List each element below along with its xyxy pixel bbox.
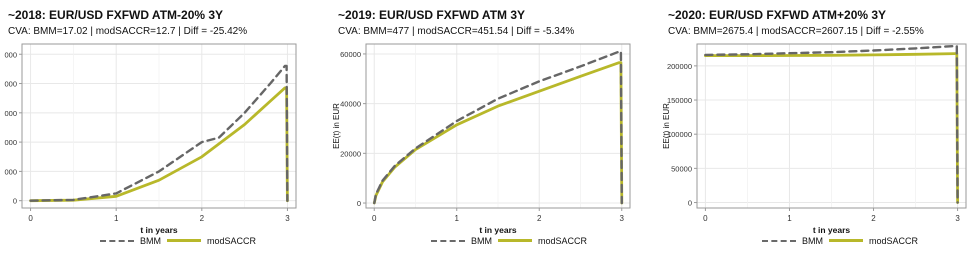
x-tick-label: 3: [285, 214, 290, 223]
x-axis-label: t in years: [479, 225, 517, 235]
y-tick-label: 100000: [666, 130, 692, 140]
y-tick-label: 0: [12, 196, 17, 206]
legend-label-bmm: BMM: [471, 236, 492, 246]
legend-label-modsaccr: modSACCR: [869, 236, 919, 246]
y-tick-label: 40000: [340, 99, 361, 109]
y-tick-label: 200000: [666, 61, 692, 71]
legend-key-bmm: [431, 237, 465, 245]
y-tick-label: 000: [4, 108, 17, 118]
chart-subtitle: CVA: BMM=477 | modSACCR=451.54 | Diff = -5.34%: [338, 26, 575, 37]
chart-title: ~2019: EUR/USD FXFWD ATM 3Y: [338, 8, 526, 22]
y-tick-label: 20000: [340, 149, 361, 159]
y-tick-label: 000: [4, 138, 17, 148]
chart-title: ~2020: EUR/USD FXFWD ATM+20% 3Y: [668, 8, 887, 22]
legend-key-modsaccr: [829, 237, 863, 245]
legend-label-bmm: BMM: [802, 236, 823, 246]
x-tick-label: 3: [955, 214, 960, 223]
chart-subtitle: CVA: BMM=2675.4 | modSACCR=2607.15 | Diff = -2.55%: [668, 26, 924, 37]
y-tick-label: 0: [687, 198, 692, 208]
x-tick-label: 1: [454, 214, 459, 223]
legend-label-modsaccr: modSACCR: [207, 236, 257, 246]
chart-subtitle: CVA: BMM=17.02 | modSACCR=12.7 | Diff = -25.42%: [8, 26, 248, 37]
chart-panel-2020: [660, 0, 980, 255]
x-tick-label: 2: [871, 214, 876, 223]
legend-key-modsaccr: [498, 237, 532, 245]
x-tick-label: 0: [372, 214, 377, 223]
x-tick-label: 3: [619, 214, 624, 223]
y-tick-label: 000: [4, 50, 17, 60]
legend-key-bmm: [100, 237, 134, 245]
plot-area: [330, 0, 650, 255]
y-axis-label: EE(t) in EUR: [662, 103, 671, 149]
legend: [431, 236, 587, 246]
plot-area: [0, 0, 320, 255]
y-tick-label: 000: [4, 167, 17, 177]
x-tick-label: 0: [28, 214, 33, 223]
x-tick-label: 1: [113, 214, 119, 223]
y-tick-label: 0: [356, 199, 361, 209]
x-tick-label: 2: [537, 214, 542, 223]
chart-title: ~2018: EUR/USD FXFWD ATM-20% 3Y: [8, 8, 224, 22]
plot-area: [660, 0, 980, 255]
legend-key-bmm: [762, 237, 796, 245]
x-axis-label: t in years: [812, 225, 851, 235]
chart-panel-2018: [0, 0, 320, 255]
legend-label-modsaccr: modSACCR: [538, 236, 588, 246]
y-tick-label: 50000: [671, 164, 692, 174]
legend-label-bmm: BMM: [140, 236, 161, 246]
x-axis-label: t in years: [140, 225, 178, 235]
y-axis-label: EE(t) in EUR: [332, 103, 341, 149]
x-tick-label: 0: [703, 214, 708, 223]
y-tick-label: 150000: [666, 96, 692, 106]
chart-panel-2019: [330, 0, 650, 255]
y-tick-label: 000: [4, 79, 17, 89]
legend: [762, 236, 918, 246]
legend-key-modsaccr: [167, 237, 201, 245]
x-tick-label: 2: [199, 214, 205, 223]
x-tick-label: 1: [787, 214, 792, 223]
y-tick-label: 60000: [340, 49, 361, 59]
legend: [100, 236, 256, 246]
